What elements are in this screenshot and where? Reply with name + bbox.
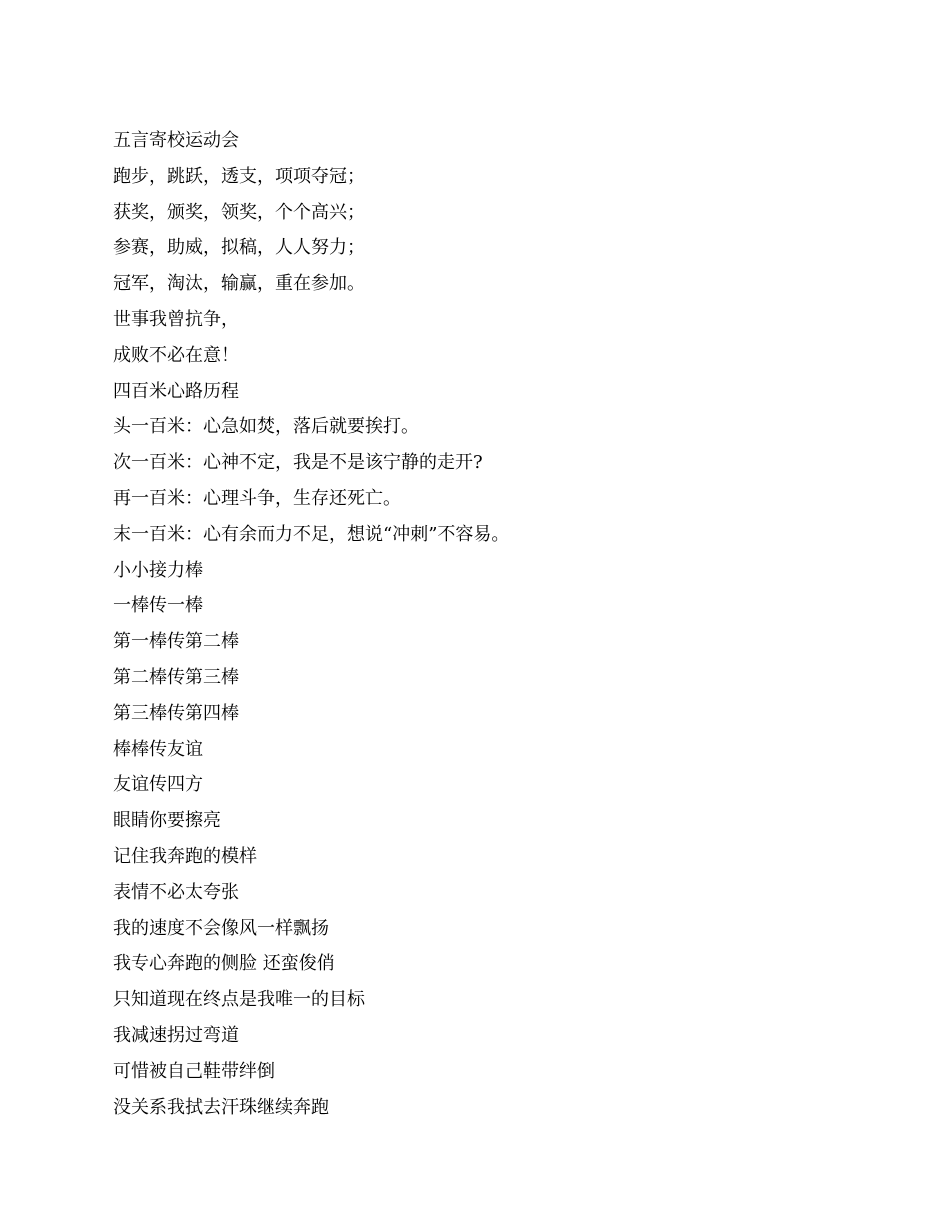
text-line: 我专心奔跑的侧脸 还蛮俊俏 bbox=[113, 953, 335, 975]
text-line: 我减速拐过弯道 bbox=[113, 1024, 239, 1046]
text-line: 没关系我拭去汗珠继续奔跑 bbox=[113, 1096, 329, 1118]
text-line: 一棒传一棒 bbox=[113, 595, 203, 617]
text-line: 眼睛你要擦亮 bbox=[113, 810, 221, 832]
text-line: 成败不必在意！ bbox=[113, 344, 239, 366]
text-line: 友谊传四方 bbox=[113, 774, 203, 796]
text-line: 跑步，跳跃，透支，项项夺冠； bbox=[113, 165, 365, 187]
text-line: 四百米心路历程 bbox=[113, 380, 239, 402]
text-line: 参赛，助威，拟稿，人人努力； bbox=[113, 237, 365, 259]
text-line: 头一百米：心急如焚，落后就要挨打。 bbox=[113, 416, 419, 438]
text-line: 再一百米：心理斗争，生存还死亡。 bbox=[113, 487, 401, 509]
text-line: 冠军，淘汰，输赢，重在参加。 bbox=[113, 273, 365, 295]
text-line: 五言寄校运动会 bbox=[113, 130, 239, 151]
text-line: 第三棒传第四棒 bbox=[113, 702, 239, 724]
document-body bbox=[113, 123, 873, 1125]
text-line: 小小接力棒 bbox=[113, 559, 203, 581]
text-line: 记住我奔跑的模样 bbox=[113, 845, 257, 867]
text-line: 可惜被自己鞋带绊倒 bbox=[113, 1060, 275, 1082]
text-line: 只知道现在终点是我唯一的目标 bbox=[113, 989, 365, 1011]
text-line: 我的速度不会像风一样飘扬 bbox=[113, 917, 329, 939]
text-line: 获奖，颁奖，领奖，个个高兴； bbox=[113, 201, 365, 223]
text-line: 第一棒传第二棒 bbox=[113, 631, 239, 653]
text-line: 世事我曾抗争， bbox=[113, 308, 239, 330]
text-line: 第二棒传第三棒 bbox=[113, 666, 239, 688]
text-line: 表情不必太夸张 bbox=[113, 881, 239, 903]
text-line: 末一百米：心有余而力不足，想说“冲刺”不容易。 bbox=[113, 523, 510, 545]
text-line: 次一百米：心神不定，我是不是该宁静的走开? bbox=[113, 452, 483, 474]
text-line: 棒棒传友谊 bbox=[113, 738, 203, 760]
